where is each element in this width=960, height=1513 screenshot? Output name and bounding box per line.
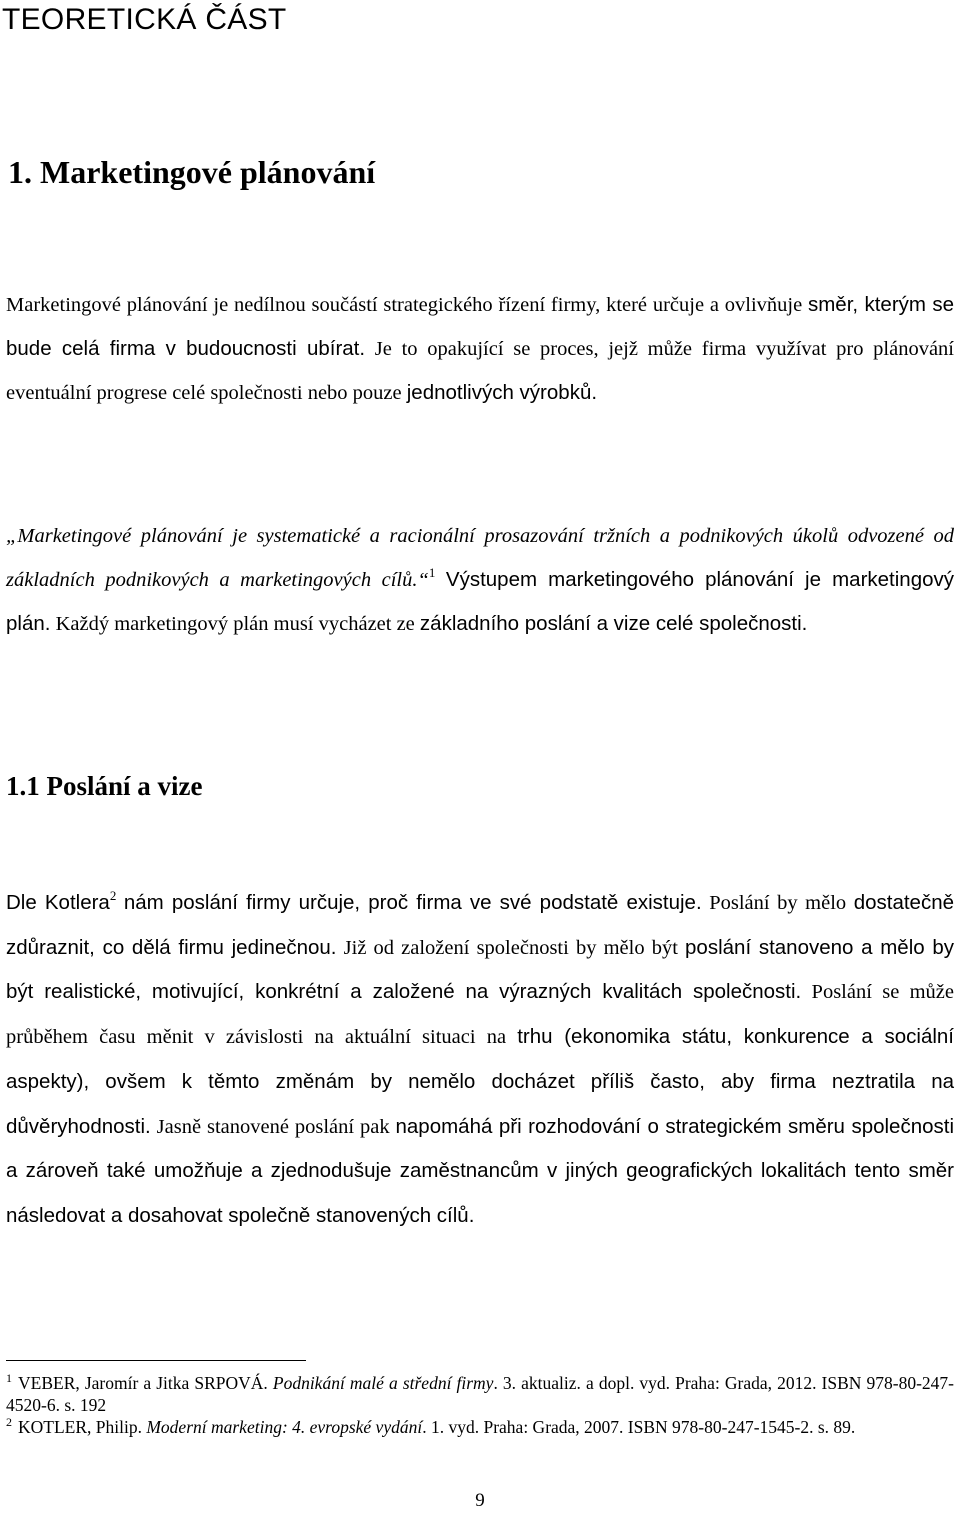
paragraph-definition xyxy=(6,514,954,646)
footnote-1-details: . 3. aktualiz. a dopl. vyd. Praha: Grada, 2012. ISBN 978-80-247-4520-6. s. 192 xyxy=(6,1373,954,1415)
paragraph-mission-text-1: nám poslání firmy určuje, proč firma ve své podstatě existuje. xyxy=(123,891,702,914)
paragraph-mission-text-9: napomáhá při rozhodování o strategickém směru společnosti a zároveň také umožňuje a zjednodušuje zaměstnancům v jiných geografických lokalitách tento směr následovat a dosahovat společně stanovených cílů. xyxy=(6,1114,955,1227)
footnote-separator xyxy=(6,1360,306,1361)
paragraph-intro-text-2: směr, kterým se bude celá firma v budoucnosti ubírat. xyxy=(6,293,954,360)
paragraph-mission-text-7: trhu (ekonomika státu, konkurence a sociální aspekty), ovšem k těmto změnám by nemělo docházet příliš často, aby firma neztratila na důvěryhodnosti. xyxy=(6,1025,955,1138)
footnote-1 xyxy=(6,1372,954,1416)
paragraph-mission-text-6: Poslání se může průběhem času měnit v závislosti na aktuální situaci na xyxy=(6,981,955,1049)
page-number: 9 xyxy=(475,1490,485,1511)
paragraph-intro-text-1: Marketingové plánování je nedílnou součástí strategického řízení firmy, které určuje a ovlivňuje xyxy=(6,294,803,316)
paragraph-intro xyxy=(6,283,954,415)
paragraph-definition-text-1: Výstupem marketingového plánování je marketingový plán. xyxy=(6,568,955,635)
definition-quote: „Marketingové plánování je systematické a racionální prosazování tržních a podnikových úkolů odvozené od základních podnikových a marketingových cílů.“ xyxy=(6,525,954,591)
section-heading xyxy=(6,768,203,804)
paragraph-definition-text-3: základního poslání a vize celé společnosti. xyxy=(419,612,808,635)
paragraph-mission-text-5: poslání stanoveno a mělo by být realistické, motivující, konkrétní a založené na výrazných kvalitách společnosti. xyxy=(6,935,955,1004)
chapter-heading xyxy=(8,150,375,194)
footnote-ref-1[interactable]: 1 xyxy=(428,565,436,580)
paragraph-definition-text-2: Každý marketingový plán musí vycházet ze xyxy=(55,613,415,635)
paragraph-mission xyxy=(6,881,954,1239)
footnote-2-number: 2 xyxy=(6,1415,12,1429)
footnote-2-title: Moderní marketing: 4. evropské vydání xyxy=(146,1417,423,1437)
footnote-2-authors: KOTLER, Philip. xyxy=(18,1417,142,1437)
chapter-number: 1. xyxy=(8,154,32,190)
paragraph-mission-text-start: Dle Kotlera xyxy=(6,891,110,914)
footnote-2 xyxy=(6,1416,954,1438)
section-number: 1.1 xyxy=(6,771,40,801)
paragraph-intro-text-4: jednotlivých výrobků. xyxy=(406,381,598,404)
paragraph-intro-text-3: Je to opakující se proces, jejž může firma využívat pro plánování eventuální progrese celé společnosti nebo pouze xyxy=(6,338,955,404)
paragraph-mission-text-4: Již od založení společnosti by mělo být xyxy=(343,936,678,959)
footnote-1-title: Podnikání malé a střední firmy xyxy=(272,1373,494,1393)
footnote-ref-2[interactable]: 2 xyxy=(109,888,117,903)
footnote-2-details: . 1. vyd. Praha: Grada, 2007. ISBN 978-80-247-1545-2. s. 89. xyxy=(422,1417,856,1437)
paragraph-mission-text-8: Jasně stanovené poslání pak xyxy=(156,1115,390,1138)
paragraph-mission-text-3: dostatečně zdůraznit, co dělá firmu jedinečnou. xyxy=(6,891,955,959)
footnote-1-authors: VEBER, Jaromír a Jitka SRPOVÁ. xyxy=(18,1373,268,1393)
chapter-title: Marketingové plánování xyxy=(40,154,376,190)
footnotes xyxy=(6,1372,954,1438)
paragraph-mission-text-2: Poslání by mělo xyxy=(709,892,847,914)
part-title: TEORETICKÁ ČÁST xyxy=(2,3,287,36)
section-title: Poslání a vize xyxy=(46,771,203,801)
footnote-1-number: 1 xyxy=(6,1371,12,1385)
